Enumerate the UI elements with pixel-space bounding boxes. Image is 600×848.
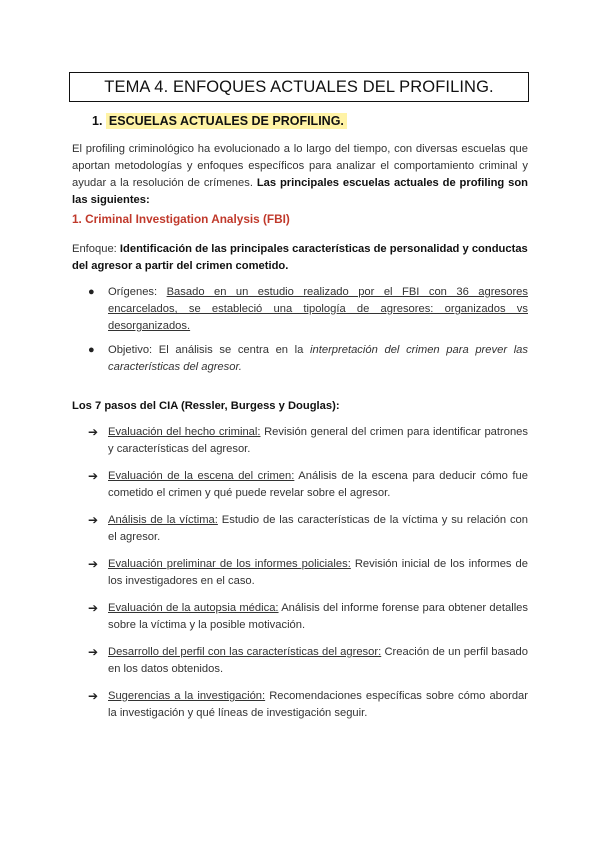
objetivo-label: Objetivo: El análisis se centra en la xyxy=(108,344,311,356)
section-heading xyxy=(92,114,347,128)
intro-text: El profiling criminológico ha evolucionado a lo largo del tiempo, con diversas escuelas que aportan metodologías y enfoques específicos para analizar el comportamiento criminal y ayudar a la resolución de crímenes. xyxy=(72,143,528,189)
arrow-icon: ➔ xyxy=(88,645,99,659)
enfoque-bold-text: Identificación de las principales características de personalidad y conductas del agresor a partir del crimen cometido. xyxy=(72,243,528,272)
step-name: Evaluación del hecho criminal: xyxy=(108,426,261,438)
step-item xyxy=(88,600,528,634)
step-desc: Revisión general del crimen para identificar patrones y características del agresor. xyxy=(108,426,528,455)
step-name: Evaluación de la escena del crimen: xyxy=(108,470,295,482)
steps-title: Los 7 pasos del CIA (Ressler, Burgess y Douglas): xyxy=(72,400,340,412)
step-item xyxy=(88,644,528,678)
bullet-dot-icon: ● xyxy=(88,286,95,298)
step-item xyxy=(88,512,528,546)
arrow-icon: ➔ xyxy=(88,601,99,615)
origenes-text: Basado en un estudio realizado por el FBI con 36 agresores encarcelados, se estableció una tipología de agresores: organizados vs desorganizados. xyxy=(108,286,529,332)
arrow-icon: ➔ xyxy=(88,557,99,571)
title-box xyxy=(69,72,529,102)
step-name: Evaluación preliminar de los informes policiales: xyxy=(108,558,351,570)
enfoque-paragraph xyxy=(72,241,528,275)
arrow-icon: ➔ xyxy=(88,689,99,703)
arrow-icon: ➔ xyxy=(88,425,99,439)
subsection-heading: 1. Criminal Investigation Analysis (FBI) xyxy=(72,212,290,226)
section-number: 1. xyxy=(92,114,103,128)
intro-paragraph xyxy=(72,141,528,209)
bullet-dot-icon: ● xyxy=(88,344,95,356)
step-desc: Análisis del informe forense para obtener detalles sobre la víctima y la posible motivación. xyxy=(108,602,528,631)
step-item xyxy=(88,688,528,722)
step-desc: Creación de un perfil basado en los datos obtenidos. xyxy=(108,646,528,675)
arrow-icon: ➔ xyxy=(88,469,99,483)
step-desc: Recomendaciones específicas sobre cómo abordar la investigación y qué líneas de investigación seguir. xyxy=(108,690,529,719)
step-name: Análisis de la víctima: xyxy=(108,514,218,526)
step-name: Evaluación de la autopsia médica: xyxy=(108,602,279,614)
step-item xyxy=(88,556,528,590)
objetivo-italic-text: interpretación del crimen para prever las características del agresor. xyxy=(108,344,528,373)
step-name: Desarrollo del perfil con las características del agresor: xyxy=(108,646,382,658)
step-desc: Estudio de las características de la víctima y su relación con el agresor. xyxy=(108,514,528,543)
step-item xyxy=(88,424,528,458)
step-item xyxy=(88,468,528,502)
arrow-icon: ➔ xyxy=(88,513,99,527)
bullet-objetivo xyxy=(88,342,528,376)
bullet-origenes xyxy=(88,284,528,335)
step-name: Sugerencias a la investigación: xyxy=(108,690,266,702)
page-title: TEMA 4. ENFOQUES ACTUALES DEL PROFILING. xyxy=(104,77,494,96)
intro-bold-text: Las principales escuelas actuales de profiling son las siguientes: xyxy=(72,177,529,206)
enfoque-label: Enfoque: xyxy=(72,243,120,255)
section-heading-text: ESCUELAS ACTUALES DE PROFILING. xyxy=(106,113,347,129)
origenes-label: Orígenes: xyxy=(108,286,167,298)
step-desc: Análisis de la escena para deducir cómo fue cometido el crimen y qué puede revelar sobre el agresor. xyxy=(108,470,528,499)
step-desc: Revisión inicial de los informes de los investigadores en el caso. xyxy=(108,558,529,587)
